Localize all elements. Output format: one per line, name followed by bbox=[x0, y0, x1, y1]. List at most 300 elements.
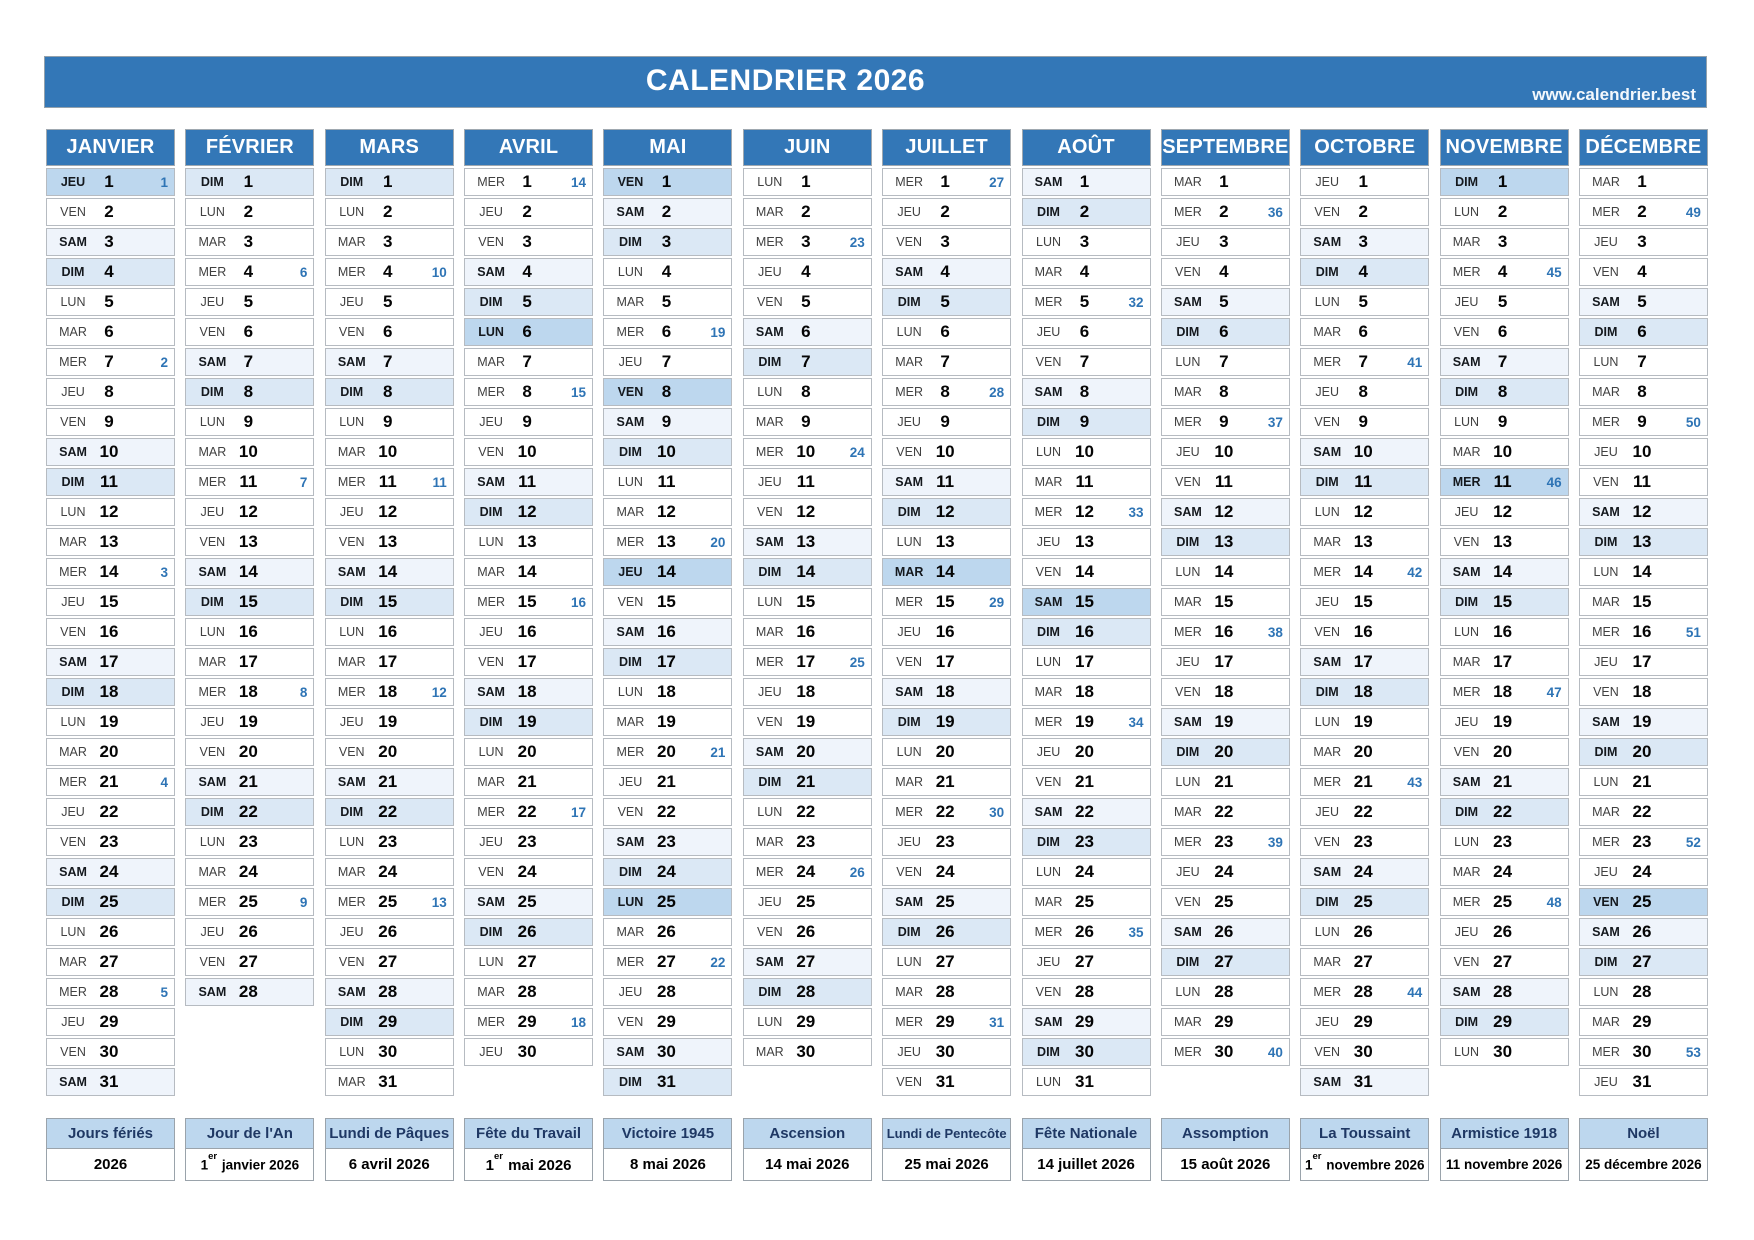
day-number: 11 bbox=[796, 472, 815, 491]
weekday-label: JEU bbox=[1036, 535, 1061, 549]
weekday-label: DIM bbox=[618, 445, 642, 459]
weekday-label: DIM bbox=[1315, 685, 1339, 699]
weekday-label: DIM bbox=[1315, 265, 1339, 279]
weekday-label: LUN bbox=[478, 745, 504, 759]
holiday-cell-victoire-1945 bbox=[603, 1118, 732, 1181]
day-cell bbox=[882, 378, 1011, 406]
weekday-label: DIM bbox=[1176, 535, 1200, 549]
day-number: 31 bbox=[1632, 1072, 1652, 1091]
weekday-label: VEN bbox=[1453, 955, 1480, 969]
day-number: 1 bbox=[522, 172, 532, 191]
week-number: 46 bbox=[1546, 474, 1562, 490]
weekday-label: LUN bbox=[1593, 775, 1619, 789]
day-number: 15 bbox=[238, 592, 258, 611]
weekday-label: MER bbox=[895, 595, 924, 609]
weekday-label: DIM bbox=[618, 655, 642, 669]
weekday-label: DIM bbox=[618, 235, 642, 249]
weekday-label: MAR bbox=[1592, 595, 1620, 609]
day-number: 23 bbox=[796, 832, 816, 851]
weekday-label: MER bbox=[755, 655, 784, 669]
day-number: 20 bbox=[238, 742, 258, 761]
weekday-label: VEN bbox=[338, 325, 365, 339]
weekday-label: SAM bbox=[477, 265, 505, 279]
weekday-label: DIM bbox=[1037, 415, 1060, 429]
weekday-label: LUN bbox=[1454, 415, 1480, 429]
day-cell bbox=[185, 198, 314, 226]
weekday-label: JEU bbox=[1315, 175, 1340, 189]
day-cell bbox=[743, 228, 872, 256]
day-number: 14 bbox=[378, 562, 398, 581]
day-number: 16 bbox=[1493, 622, 1513, 641]
day-cell bbox=[882, 348, 1011, 376]
day-cell bbox=[882, 168, 1011, 196]
day-cell bbox=[46, 468, 175, 496]
day-number: 3 bbox=[104, 232, 114, 251]
day-cell bbox=[743, 768, 872, 796]
weekday-label: SAM bbox=[755, 325, 784, 339]
day-number: 31 bbox=[378, 1072, 398, 1091]
day-number: 16 bbox=[99, 622, 119, 641]
day-number: 15 bbox=[378, 592, 398, 611]
day-number: 21 bbox=[796, 772, 816, 791]
weekday-label: SAM bbox=[1313, 235, 1342, 249]
day-cell bbox=[1440, 798, 1569, 826]
weekday-label: LUN bbox=[1454, 1045, 1480, 1059]
day-cell bbox=[743, 918, 872, 946]
day-cell bbox=[743, 828, 872, 856]
day-cell bbox=[46, 798, 175, 826]
day-number: 3 bbox=[1358, 232, 1368, 251]
day-number: 21 bbox=[1632, 772, 1652, 791]
day-number: 13 bbox=[1632, 532, 1652, 551]
weekday-label: LUN bbox=[199, 415, 225, 429]
day-number: 6 bbox=[1637, 322, 1647, 341]
day-number: 3 bbox=[940, 232, 950, 251]
day-cell bbox=[603, 708, 732, 736]
week-number: 21 bbox=[710, 744, 726, 760]
day-cell bbox=[1161, 798, 1290, 826]
day-number: 20 bbox=[1214, 742, 1234, 761]
day-number: 2 bbox=[1497, 202, 1508, 221]
weekday-label: JEU bbox=[757, 475, 782, 489]
day-number: 9 bbox=[1219, 412, 1229, 431]
day-cell bbox=[1300, 588, 1429, 616]
day-cell bbox=[743, 618, 872, 646]
weekday-label: JEU bbox=[200, 925, 225, 939]
day-number: 16 bbox=[1632, 622, 1652, 641]
day-cell bbox=[325, 798, 454, 826]
day-cell bbox=[1440, 228, 1569, 256]
day-cell bbox=[185, 858, 314, 886]
day-number: 26 bbox=[517, 922, 537, 941]
day-cell bbox=[1579, 798, 1708, 826]
weekday-label: MAR bbox=[1313, 745, 1342, 759]
week-number: 23 bbox=[849, 234, 865, 250]
day-number: 13 bbox=[99, 532, 119, 551]
weekday-label: VEN bbox=[1175, 265, 1201, 279]
day-number: 4 bbox=[382, 262, 393, 281]
day-cell bbox=[1161, 978, 1290, 1006]
weekday-label: VEN bbox=[1593, 475, 1619, 489]
day-number: 27 bbox=[1353, 952, 1373, 971]
weekday-label: VEN bbox=[756, 715, 783, 729]
day-cell bbox=[1579, 558, 1708, 586]
day-cell bbox=[464, 348, 593, 376]
day-cell bbox=[1440, 708, 1569, 736]
weekday-label: DIM bbox=[897, 505, 921, 519]
day-number: 5 bbox=[104, 292, 114, 311]
day-cell bbox=[1022, 468, 1151, 496]
day-cell bbox=[1300, 978, 1429, 1006]
weekday-label: MAR bbox=[1452, 655, 1481, 669]
day-cell bbox=[603, 978, 732, 1006]
day-cell bbox=[1022, 438, 1151, 466]
day-number: 7 bbox=[243, 352, 254, 371]
day-number: 11 bbox=[239, 472, 258, 491]
day-cell bbox=[185, 738, 314, 766]
day-cell bbox=[464, 618, 593, 646]
day-number: 30 bbox=[99, 1042, 119, 1061]
day-cell bbox=[46, 1068, 175, 1096]
day-cell bbox=[1300, 1008, 1429, 1036]
day-number: 7 bbox=[940, 352, 950, 371]
weekday-label: SAM bbox=[337, 565, 366, 579]
day-cell bbox=[603, 498, 732, 526]
weekday-label: JEU bbox=[200, 295, 225, 309]
day-cell bbox=[464, 738, 593, 766]
day-number: 23 bbox=[1075, 832, 1094, 851]
day-number: 11 bbox=[1632, 472, 1651, 491]
weekday-label: LUN bbox=[1454, 625, 1480, 639]
day-number: 13 bbox=[517, 532, 537, 551]
day-number: 2 bbox=[1358, 202, 1368, 221]
day-number: 14 bbox=[935, 562, 955, 581]
day-number: 24 bbox=[656, 862, 676, 881]
day-cell bbox=[185, 258, 314, 286]
day-number: 26 bbox=[1353, 922, 1373, 941]
day-cell bbox=[464, 828, 593, 856]
weekday-label: JEU bbox=[1036, 745, 1061, 759]
day-number: 25 bbox=[99, 892, 119, 911]
weekday-label: MER bbox=[1173, 205, 1202, 219]
day-cell bbox=[882, 708, 1011, 736]
day-cell bbox=[325, 648, 454, 676]
day-cell bbox=[1440, 918, 1569, 946]
day-cell bbox=[464, 318, 593, 346]
weekday-label: MER bbox=[755, 865, 784, 879]
weekday-label: LUN bbox=[339, 415, 365, 429]
day-number: 9 bbox=[1358, 412, 1368, 431]
day-cell bbox=[1300, 438, 1429, 466]
week-number: 20 bbox=[710, 534, 726, 550]
day-cell bbox=[743, 258, 872, 286]
holiday-cell-fete-du-travail bbox=[464, 1118, 593, 1181]
day-number: 1 bbox=[1219, 172, 1229, 191]
day-cell bbox=[325, 948, 454, 976]
day-number: 14 bbox=[517, 562, 537, 581]
day-number: 11 bbox=[657, 472, 676, 491]
day-number: 1 bbox=[382, 172, 393, 191]
day-cell bbox=[1022, 828, 1151, 856]
weekday-label: VEN bbox=[1453, 745, 1480, 759]
day-number: 19 bbox=[517, 712, 537, 731]
weekday-label: DIM bbox=[1594, 325, 1618, 339]
day-cell bbox=[882, 648, 1011, 676]
day-number: 17 bbox=[1632, 652, 1652, 671]
day-number: 8 bbox=[1358, 382, 1368, 401]
weekday-label: JEU bbox=[1594, 235, 1618, 249]
day-number: 4 bbox=[1497, 262, 1508, 281]
day-number: 5 bbox=[940, 292, 950, 311]
weekday-label: LUN bbox=[1314, 925, 1340, 939]
weekday-label: JEU bbox=[1454, 505, 1479, 519]
weekday-label: VEN bbox=[60, 835, 86, 849]
weekday-label: DIM bbox=[1455, 1015, 1479, 1029]
weekday-label: VEN bbox=[478, 655, 504, 669]
day-cell bbox=[603, 198, 732, 226]
weekday-label: MER bbox=[59, 565, 87, 579]
day-number: 11 bbox=[1075, 472, 1094, 491]
week-number: 6 bbox=[299, 264, 308, 280]
day-number: 28 bbox=[1214, 982, 1234, 1001]
day-cell bbox=[46, 918, 175, 946]
day-number: 13 bbox=[1075, 532, 1094, 551]
day-number: 2 bbox=[104, 202, 114, 221]
day-cell bbox=[1579, 288, 1708, 316]
day-number: 8 bbox=[801, 382, 811, 401]
day-cell bbox=[603, 288, 732, 316]
day-cell bbox=[1440, 648, 1569, 676]
weekday-label: LUN bbox=[339, 205, 365, 219]
weekday-label: JEU bbox=[1454, 295, 1479, 309]
day-cell bbox=[1579, 588, 1708, 616]
weekday-label: JEU bbox=[618, 775, 643, 789]
weekday-label: SAM bbox=[477, 685, 505, 699]
day-cell bbox=[743, 858, 872, 886]
weekday-label: MER bbox=[616, 745, 645, 759]
day-number: 3 bbox=[382, 232, 393, 251]
day-number: 11 bbox=[378, 472, 397, 491]
day-cell bbox=[185, 318, 314, 346]
day-number: 8 bbox=[1219, 382, 1229, 401]
day-cell bbox=[1300, 768, 1429, 796]
day-number: 9 bbox=[104, 412, 114, 431]
weekday-label: VEN bbox=[617, 175, 644, 189]
day-number: 12 bbox=[1353, 502, 1373, 521]
weekday-label: SAM bbox=[477, 895, 505, 909]
day-number: 10 bbox=[517, 442, 537, 461]
day-number: 6 bbox=[661, 322, 672, 341]
day-number: 18 bbox=[99, 682, 119, 701]
day-number: 9 bbox=[1079, 412, 1090, 431]
day-number: 4 bbox=[940, 262, 950, 281]
day-number: 28 bbox=[238, 982, 258, 1001]
day-cell bbox=[743, 288, 872, 316]
weekday-label: JEU bbox=[1036, 955, 1061, 969]
day-number: 8 bbox=[1497, 382, 1508, 401]
day-number: 12 bbox=[99, 502, 119, 521]
day-cell bbox=[603, 408, 732, 436]
day-cell bbox=[743, 438, 872, 466]
weekday-label: SAM bbox=[1452, 355, 1481, 369]
day-number: 19 bbox=[656, 712, 676, 731]
day-number: 22 bbox=[1353, 802, 1373, 821]
weekday-label: MER bbox=[1592, 205, 1620, 219]
day-cell bbox=[1579, 918, 1708, 946]
day-number: 11 bbox=[100, 472, 118, 491]
weekday-label: MER bbox=[198, 265, 227, 279]
holiday-cell-jours-feries bbox=[46, 1118, 175, 1181]
day-number: 5 bbox=[1079, 292, 1090, 311]
day-number: 4 bbox=[243, 262, 254, 281]
weekday-label: MER bbox=[755, 445, 784, 459]
day-cell bbox=[1022, 708, 1151, 736]
week-number: 33 bbox=[1128, 504, 1144, 520]
weekday-label: SAM bbox=[1173, 715, 1202, 729]
day-cell bbox=[743, 678, 872, 706]
weekday-label: VEN bbox=[1175, 475, 1201, 489]
day-cell bbox=[1440, 888, 1569, 916]
day-number: 29 bbox=[1075, 1012, 1094, 1031]
week-number: 3 bbox=[160, 564, 168, 580]
month-title: JUILLET bbox=[882, 129, 1011, 166]
day-cell bbox=[1161, 558, 1290, 586]
month-column-novembre bbox=[1440, 129, 1569, 1098]
weekday-label: VEN bbox=[896, 655, 922, 669]
weekday-label: DIM bbox=[758, 985, 782, 999]
day-number: 11 bbox=[518, 472, 537, 491]
day-number: 8 bbox=[243, 382, 254, 401]
week-number: 26 bbox=[849, 864, 865, 880]
day-cell bbox=[882, 468, 1011, 496]
month-column-juillet bbox=[882, 129, 1011, 1098]
day-cell bbox=[743, 168, 872, 196]
day-cell bbox=[1440, 258, 1569, 286]
day-cell bbox=[1440, 498, 1569, 526]
day-number: 26 bbox=[935, 922, 955, 941]
day-cell bbox=[743, 798, 872, 826]
day-cell bbox=[46, 438, 175, 466]
weekday-label: MER bbox=[477, 385, 505, 399]
weekday-label: LUN bbox=[896, 745, 922, 759]
day-number: 8 bbox=[104, 382, 114, 401]
day-cell bbox=[743, 708, 872, 736]
weekday-label: DIM bbox=[1315, 475, 1339, 489]
day-number: 20 bbox=[99, 742, 119, 761]
weekday-label: MAR bbox=[1592, 805, 1620, 819]
holiday-date: 1er janvier 2026 bbox=[185, 1149, 314, 1181]
day-cell bbox=[882, 798, 1011, 826]
holiday-date: 14 juillet 2026 bbox=[1022, 1149, 1151, 1181]
day-number: 10 bbox=[1214, 442, 1234, 461]
day-cell bbox=[325, 378, 454, 406]
weekday-label: SAM bbox=[59, 655, 87, 669]
day-cell bbox=[46, 258, 175, 286]
weekday-label: SAM bbox=[1313, 445, 1342, 459]
weekday-label: MAR bbox=[1452, 445, 1481, 459]
day-cell bbox=[1440, 858, 1569, 886]
day-cell bbox=[1161, 348, 1290, 376]
day-number: 14 bbox=[1075, 562, 1094, 581]
day-cell bbox=[1440, 168, 1569, 196]
day-cell bbox=[185, 498, 314, 526]
week-number: 41 bbox=[1407, 354, 1423, 370]
holiday-cell-lundi-de-pentecote bbox=[882, 1118, 1011, 1181]
weekday-label: JEU bbox=[339, 505, 364, 519]
day-cell bbox=[1161, 528, 1290, 556]
day-cell bbox=[185, 168, 314, 196]
week-number: 15 bbox=[571, 384, 587, 400]
weekday-label: MAR bbox=[1313, 325, 1342, 339]
day-cell bbox=[464, 768, 593, 796]
day-cell bbox=[464, 858, 593, 886]
day-number: 3 bbox=[1079, 232, 1090, 251]
day-cell bbox=[1300, 708, 1429, 736]
weekday-label: DIM bbox=[618, 1075, 642, 1089]
day-number: 5 bbox=[661, 292, 672, 311]
weekday-label: MER bbox=[895, 385, 924, 399]
day-number: 25 bbox=[1353, 892, 1373, 911]
day-number: 22 bbox=[517, 802, 537, 821]
day-number: 12 bbox=[1493, 502, 1513, 521]
day-number: 25 bbox=[1214, 892, 1234, 911]
day-cell bbox=[1161, 918, 1290, 946]
weekday-label: LUN bbox=[478, 325, 504, 339]
week-number: 7 bbox=[299, 474, 308, 490]
weekday-label: DIM bbox=[897, 925, 921, 939]
day-number: 9 bbox=[382, 412, 393, 431]
day-number: 27 bbox=[1493, 952, 1513, 971]
day-number: 5 bbox=[1358, 292, 1368, 311]
day-number: 27 bbox=[378, 952, 398, 971]
weekday-label: LUN bbox=[896, 955, 922, 969]
weekday-label: MAR bbox=[1452, 865, 1481, 879]
weekday-label: JEU bbox=[1176, 445, 1200, 459]
day-number: 31 bbox=[99, 1072, 119, 1091]
day-number: 16 bbox=[378, 622, 398, 641]
day-cell bbox=[46, 948, 175, 976]
weekday-label: VEN bbox=[338, 955, 365, 969]
day-cell bbox=[1300, 858, 1429, 886]
day-cell bbox=[743, 378, 872, 406]
day-cell bbox=[1161, 768, 1290, 796]
day-cell bbox=[882, 318, 1011, 346]
weekday-label: VEN bbox=[617, 1015, 644, 1029]
day-cell bbox=[1161, 678, 1290, 706]
weekday-label: DIM bbox=[1176, 745, 1200, 759]
day-cell bbox=[46, 738, 175, 766]
day-number: 1 bbox=[801, 172, 811, 191]
day-cell bbox=[1440, 978, 1569, 1006]
weekday-label: JEU bbox=[339, 925, 364, 939]
day-number: 4 bbox=[1079, 262, 1090, 281]
day-cell bbox=[603, 828, 732, 856]
day-number: 1 bbox=[1637, 172, 1647, 191]
weekday-label: JEU bbox=[897, 205, 921, 219]
day-number: 10 bbox=[656, 442, 676, 461]
day-cell bbox=[185, 948, 314, 976]
day-number: 23 bbox=[656, 832, 676, 851]
day-number: 8 bbox=[1079, 382, 1090, 401]
day-cell bbox=[185, 378, 314, 406]
site-url[interactable]: www.calendrier.best bbox=[1532, 85, 1696, 104]
weekday-label: MAR bbox=[895, 985, 924, 999]
day-cell bbox=[1161, 378, 1290, 406]
day-cell bbox=[1022, 228, 1151, 256]
day-number: 10 bbox=[1632, 442, 1652, 461]
day-number: 12 bbox=[1632, 502, 1652, 521]
day-cell bbox=[325, 498, 454, 526]
